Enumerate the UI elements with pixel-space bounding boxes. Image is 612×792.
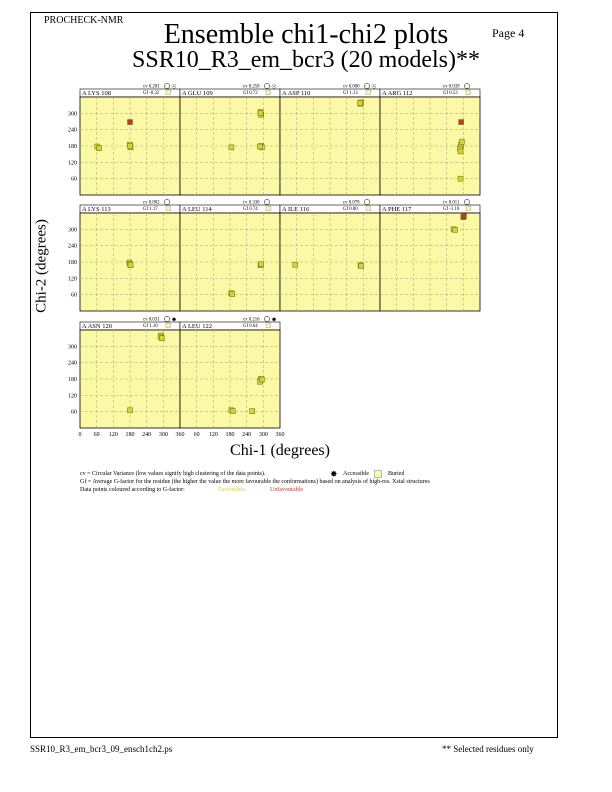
y-tick-label: 60	[71, 292, 77, 299]
clock-icon	[264, 83, 269, 88]
gf-swatch-icon	[466, 90, 471, 95]
panel-gf-value: Gf -1.10	[443, 207, 460, 212]
data-point	[458, 149, 463, 154]
panel-gf-value: Gf 1.17	[143, 207, 158, 212]
panel-gf-value: Gf 0.74	[243, 207, 258, 212]
legend-gf-text: Gf = Average G-factor for the residue (the higher the value the more favourable the conformations) based on analysis of high-res. Xstal structures	[80, 479, 430, 485]
legend-favourable: Favourable	[218, 487, 245, 493]
data-point	[128, 120, 133, 125]
clock-icon	[164, 83, 169, 88]
legend-colour-text: Data points coloured according to G-factor:	[80, 487, 185, 493]
panel-residue-label: A ASP 110	[282, 90, 311, 97]
x-tick-label: 240	[142, 432, 152, 438]
panel-cv-value: cv 0.000	[343, 84, 360, 90]
panel-residue-label: A ASN 120	[82, 323, 112, 330]
buried-icon	[374, 470, 382, 478]
data-point	[459, 120, 464, 125]
data-point	[229, 145, 234, 150]
x-tick-label: 120	[208, 432, 218, 438]
y-tick-label: 120	[68, 276, 77, 283]
data-point	[128, 144, 133, 149]
panel-residue-label: A GLU 109	[182, 90, 213, 97]
panel-gf-value: Gf 0.72	[243, 91, 258, 96]
y-tick-label: 180	[68, 260, 77, 266]
data-point	[258, 111, 263, 116]
clock-icon	[464, 199, 469, 204]
data-point	[128, 408, 133, 413]
data-point	[459, 139, 464, 144]
page-number: Page 4	[492, 26, 525, 40]
accessibility-icon: ☉	[171, 84, 177, 91]
accessibility-icon: ✸	[171, 317, 177, 324]
clock-icon	[364, 83, 369, 88]
y-tick-label: 60	[71, 176, 77, 183]
panel-cv-value: cv 0.201	[143, 84, 160, 90]
legend-cv-text: cv = Circular Variance (low values signify high clustering of the data points).	[80, 471, 266, 477]
gf-swatch-icon	[166, 323, 171, 328]
x-tick-label: 360	[275, 432, 285, 438]
data-point	[159, 336, 164, 341]
panel-residue-label: A ILE 116	[282, 206, 310, 213]
legend-unfavourable: Unfavourable	[270, 487, 303, 493]
panel-cv-value: cv 0.011	[443, 200, 460, 206]
panel-gf-value: Gf 0.80	[343, 207, 358, 212]
y-tick-label: 300	[68, 344, 77, 351]
x-tick-label: 60	[193, 432, 200, 438]
x-tick-label: 180	[125, 432, 135, 438]
gf-swatch-icon	[166, 206, 171, 211]
x-tick-label: 360	[175, 432, 185, 438]
page-subtitle: SSR10_R3_em_bcr3 (20 models)**	[132, 47, 480, 73]
x-tick-label: 240	[242, 432, 252, 438]
x-axis-label: Chi-1 (degrees)	[230, 442, 330, 459]
panel-cv-value: cv 0.330	[243, 200, 260, 206]
y-tick-label: 300	[68, 227, 77, 234]
data-point	[230, 292, 235, 297]
program-name: PROCHECK-NMR	[44, 15, 124, 26]
y-tick-label: 180	[68, 144, 77, 150]
x-tick-label: 300	[158, 432, 168, 438]
y-tick-label: 240	[68, 360, 77, 367]
y-tick-label: 120	[68, 393, 77, 400]
data-point	[293, 262, 298, 267]
panel-gf-value: Gf -0.32	[143, 91, 160, 96]
x-tick-label: 0	[78, 432, 82, 438]
panel-cv-value: cv 0.078	[343, 200, 360, 206]
data-point	[453, 227, 458, 232]
x-tick-label: 300	[258, 432, 268, 438]
panel-gf-value: Gf 0.53	[443, 91, 458, 96]
panel-cv-value: cv 0.002	[143, 200, 160, 206]
gf-swatch-icon	[266, 323, 271, 328]
panel-cv-value: cv 0.039	[443, 84, 460, 90]
data-point	[458, 176, 463, 181]
clock-icon	[364, 199, 369, 204]
x-tick-label: 60	[93, 432, 100, 438]
accessibility-icon: ☉	[271, 84, 277, 91]
accessibility-icon: ☉	[371, 84, 377, 91]
data-point	[259, 377, 264, 382]
panel-residue-label: A LEU 122	[182, 323, 212, 330]
gf-swatch-icon	[266, 206, 271, 211]
data-point	[258, 144, 263, 149]
panel-residue-label: A LYS 113	[82, 206, 111, 213]
clock-icon	[464, 83, 469, 88]
panel-gf-value: Gf 1.13	[343, 91, 358, 96]
clock-icon	[264, 199, 269, 204]
panel-residue-label: A ARG 112	[382, 90, 413, 97]
panel-residue-label: A LYS 108	[82, 90, 111, 97]
data-point	[96, 146, 101, 151]
legend-accessible: Accessible	[343, 471, 369, 477]
data-point	[259, 262, 264, 267]
page-title: Ensemble chi1-chi2 plots	[163, 19, 449, 50]
x-tick-label: 180	[225, 432, 235, 438]
data-point	[461, 214, 466, 219]
data-point	[250, 409, 255, 414]
footer-filename: SSR10_R3_em_bcr3_09_ensch1ch2.ps	[30, 744, 173, 754]
panel-cv-value: cv 0.031	[143, 317, 160, 323]
gf-swatch-icon	[366, 206, 371, 211]
y-tick-label: 180	[68, 377, 77, 383]
gf-swatch-icon	[366, 90, 371, 95]
clock-icon	[164, 199, 169, 204]
y-tick-label: 240	[68, 127, 77, 134]
panel-cv-value: cv 0.258	[243, 84, 260, 90]
legend-buried: Buried	[388, 471, 405, 477]
y-tick-label: 60	[71, 409, 77, 416]
panel-cv-value: cv 0.216	[243, 317, 260, 323]
footer-note: ** Selected residues only	[442, 744, 534, 754]
panel-residue-label: A PHE 117	[382, 206, 412, 213]
clock-icon	[264, 316, 269, 321]
y-axis-label: Chi-2 (degrees)	[33, 219, 50, 313]
panel-gf-value: Gf 0.64	[243, 324, 258, 329]
y-tick-label: 240	[68, 243, 77, 250]
x-tick-label: 120	[108, 432, 118, 438]
panel-gf-value: Gf 1.10	[143, 324, 158, 329]
clock-icon	[164, 316, 169, 321]
gf-swatch-icon	[266, 90, 271, 95]
accessibility-icon: ✸	[271, 317, 277, 324]
accessible-icon: ✸	[330, 469, 338, 479]
data-point	[358, 100, 363, 105]
y-tick-label: 120	[68, 160, 77, 167]
data-point	[230, 409, 235, 414]
data-point	[359, 264, 364, 269]
gf-swatch-icon	[466, 206, 471, 211]
gf-swatch-icon	[166, 90, 171, 95]
panel-residue-label: A LEU 114	[182, 206, 212, 213]
data-point	[128, 263, 133, 268]
y-tick-label: 300	[68, 111, 77, 118]
